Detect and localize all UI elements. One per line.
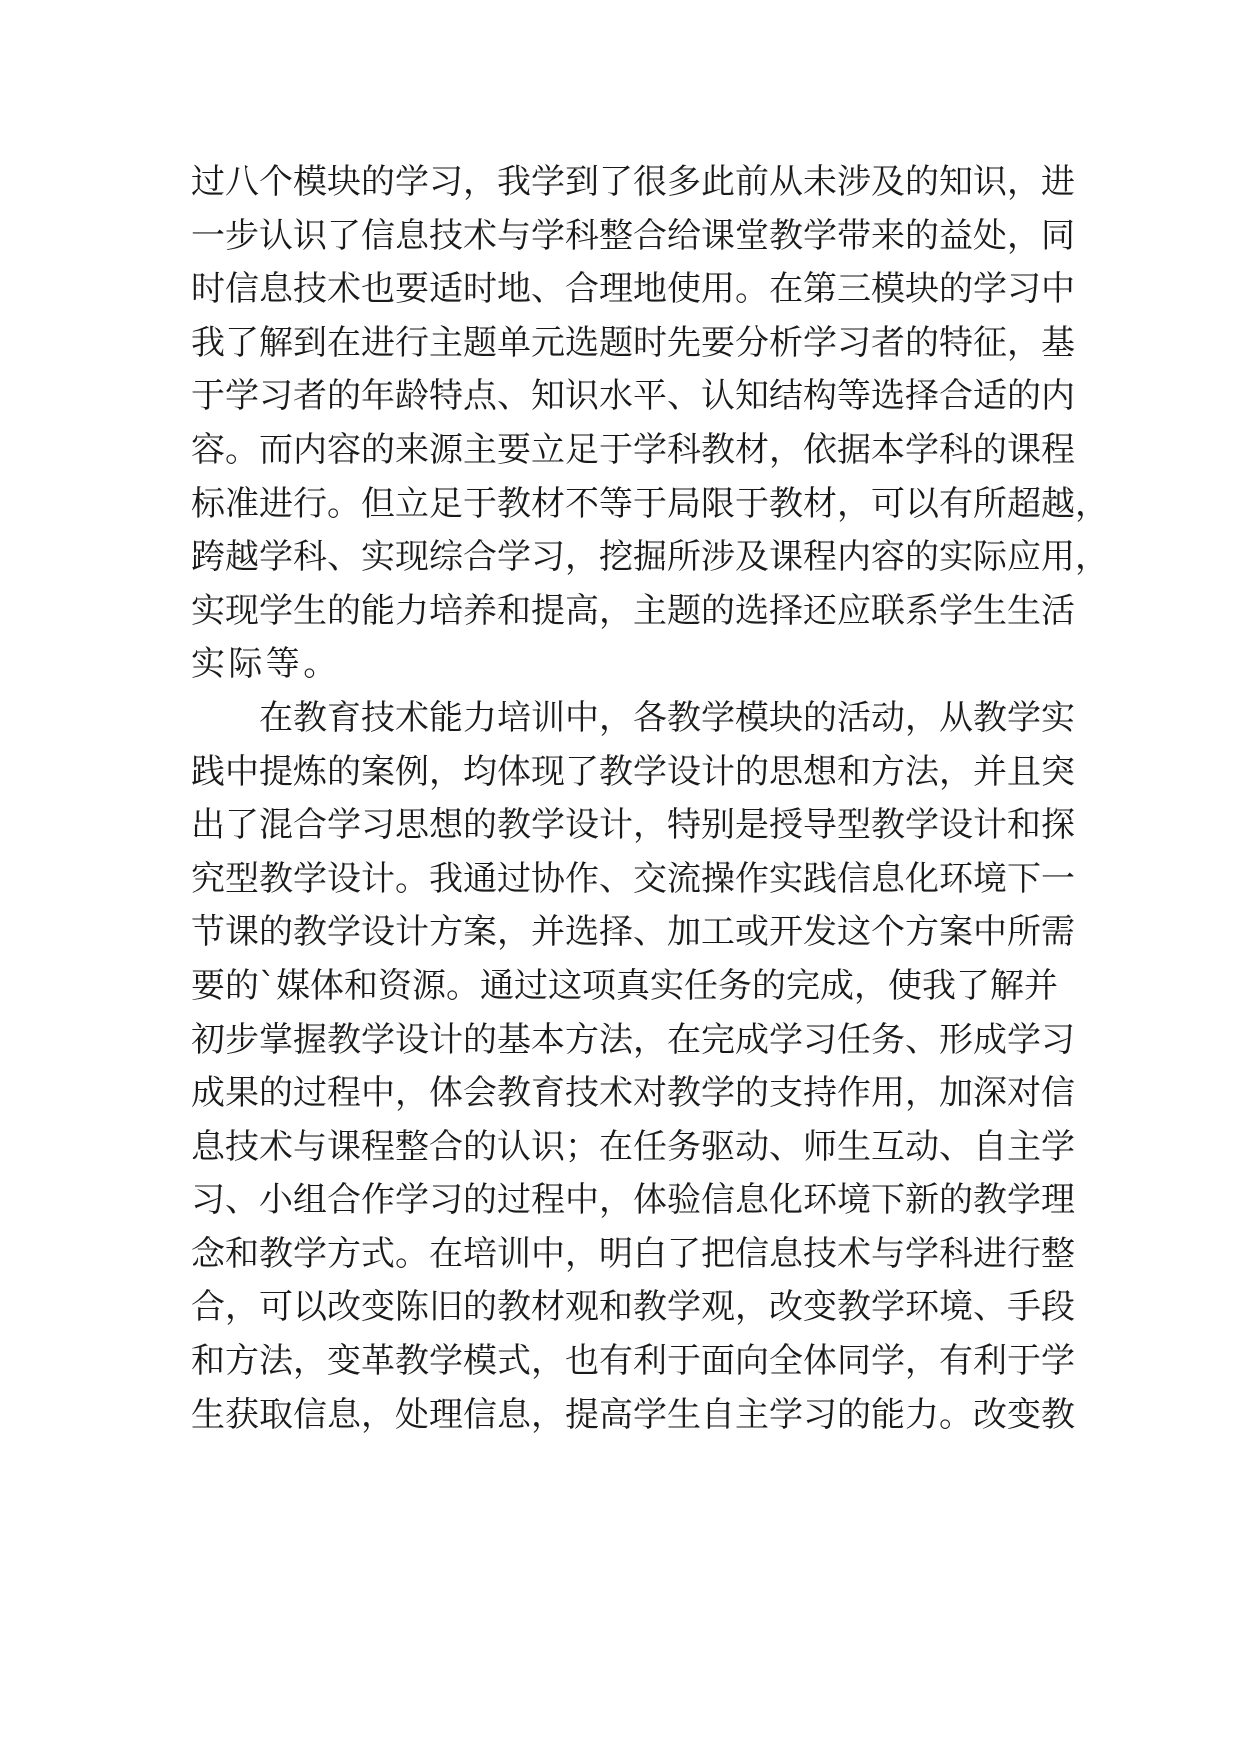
text-line: 要的`媒体和资源。通过这项真实任务的完成，使我了解并 — [191, 965, 1058, 1006]
text-line: 我了解到在进行主题单元选题时先要分析学习者的特征，基 — [191, 322, 1075, 363]
text-line: 出了混合学习思想的教学设计，特别是授导型教学设计和探 — [191, 805, 1075, 846]
text-line: 究型教学设计。我通过协作、交流操作实践信息化环境下一 — [191, 858, 1075, 899]
text-line: 息技术与课程整合的认识；在任务驱动、师生互动、自主学 — [191, 1126, 1075, 1167]
text-line: 过八个模块的学习，我学到了很多此前从未涉及的知识，进 — [191, 162, 1075, 202]
text-line-indented: 在教育技术能力培训中，各教学模块的活动，从教学实 — [259, 697, 1075, 738]
text-line: 生获取信息，处理信息，提高学生自主学习的能力。改变教 — [191, 1394, 1075, 1435]
text-line: 合，可以改变陈旧的教材观和教学观，改变教学环境、手段 — [191, 1287, 1075, 1328]
text-line: 跨越学科、实现综合学习，挖掘所涉及课程内容的实际应用， — [191, 537, 1109, 578]
paragraph-1 — [191, 156, 1109, 692]
text-line: 实现学生的能力培养和提高，主题的选择还应联系学生生活 — [191, 590, 1075, 631]
text-line: 践中提炼的案例，均体现了教学设计的思想和方法，并且突 — [191, 751, 1075, 792]
text-line: 和方法，变革教学模式，也有利于面向全体同学，有利于学 — [191, 1341, 1075, 1382]
text-line: 成果的过程中，体会教育技术对教学的支持作用，加深对信 — [191, 1073, 1075, 1114]
text-line: 容。而内容的来源主要立足于学科教材，依据本学科的课程 — [191, 429, 1075, 470]
text-line: 习、小组合作学习的过程中，体验信息化环境下新的教学理 — [191, 1180, 1075, 1221]
text-line: 标准进行。但立足于教材不等于局限于教材，可以有所超越， — [191, 483, 1109, 524]
text-line-last: 实际等。 — [191, 644, 341, 685]
text-line: 于学习者的年龄特点、知识水平、认知结构等选择合适的内 — [191, 376, 1075, 417]
text-line: 初步掌握教学设计的基本方法，在完成学习任务、形成学习 — [191, 1019, 1075, 1060]
paragraph-2 — [191, 692, 1075, 1442]
text-line: 时信息技术也要适时地、合理地使用。在第三模块的学习中 — [191, 269, 1075, 310]
text-line: 念和教学方式。在培训中，明白了把信息技术与学科进行整 — [191, 1233, 1075, 1274]
text-line: 节课的教学设计方案，并选择、加工或开发这个方案中所需 — [191, 912, 1075, 953]
text-line: 一步认识了信息技术与学科整合给课堂教学带来的益处，同 — [191, 215, 1075, 256]
body-text — [191, 156, 1109, 1442]
